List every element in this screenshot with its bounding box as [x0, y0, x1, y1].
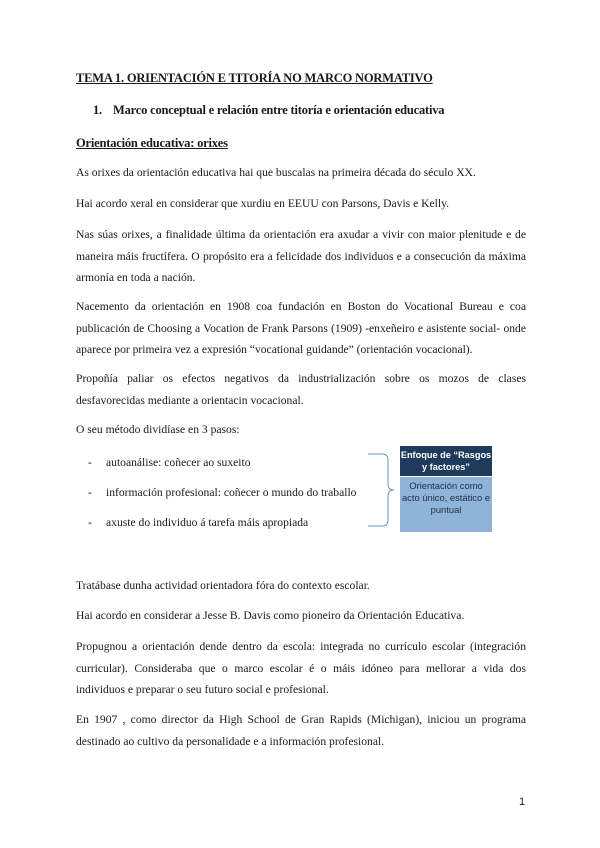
paragraph-mitigate: Propoñía paliar os efectos negativos da industrialización sobre os mozos de clases desfavorecidas mediante a orientacin vocacional. [76, 372, 526, 407]
list-item-text: axuste do individuo á tarefa máis apropiada [106, 516, 309, 529]
diagram-body-box: Orientación como acto único, estático e puntual [400, 477, 492, 532]
page-number: 1 [519, 796, 526, 808]
list-item [88, 456, 251, 469]
section-number: 1. [93, 103, 102, 117]
subsection-heading: Orientación educativa: orixes [76, 136, 228, 150]
list-bullet: - [88, 516, 92, 529]
list-bullet: - [88, 456, 92, 469]
paragraph-origins: As orixes da orientación educativa hai que buscalas na primeira década do século XX. [76, 166, 476, 179]
paragraph-agreement: Hai acordo xeral en considerar que xurdiu en EEUU con Parsons, Davis e Kelly. [76, 197, 450, 210]
diagram-header-box: Enfoque de “Rasgos y factores” [400, 446, 492, 476]
list-bullet: - [88, 486, 92, 499]
list-item-text: información profesional: coñecer o mundo do traballo [106, 486, 357, 499]
paragraph-outside-school: Tratábase dunha actividad orientadora fóra do contexto escolar. [76, 579, 370, 592]
list-item [88, 486, 356, 499]
section-heading [93, 103, 444, 118]
paragraph-purpose: Nas súas orixes, a finalidade última da orientación era axudar a vivir con maior plenitude e de maneira máis fructífera. O propósito era a felicidade dos individuos e a consecución da máxima armonía en toda a nación. [76, 228, 526, 284]
section-title: Marco conceptual e relación entre titoría e orientación educativa [113, 103, 445, 117]
list-item [88, 516, 308, 529]
paragraph-method: O seu método dividíase en 3 pasos: [76, 423, 240, 436]
paragraph-davis: Hai acordo en considerar a Jesse B. Davis como pioneiro da Orientación Educativa. [76, 609, 465, 622]
paragraph-1907: En 1907 , como director da High School de Gran Rapids (Michigan), iniciou un programa destinado ao cultivo da personalidade e a información profesional. [76, 713, 526, 748]
document-title: TEMA 1. ORIENTACIÓN E TITORÍA NO MARCO NORMATIVO [76, 71, 433, 85]
paragraph-birth: Nacemento da orientación en 1908 coa fundación en Boston do Vocational Bureau e coa publicación de Choosing a Vocation de Frank Parsons (1909) -enxeñeiro e asistente social- onde aparece por primeira vez a expresión “vocational guidande” (orientación vocacional). [76, 300, 526, 356]
list-item-text: autoanálise: coñecer ao suxeito [106, 456, 251, 469]
paragraph-curricular: Propugnou a orientación dende dentro da escola: integrada no currículo escolar (integración curricular). Consideraba que o marco escolar é o máis idóneo para mellorar a vida dos individuos e preparar o seu futuro social e profesional. [76, 640, 526, 696]
curly-brace-connector [366, 453, 396, 527]
